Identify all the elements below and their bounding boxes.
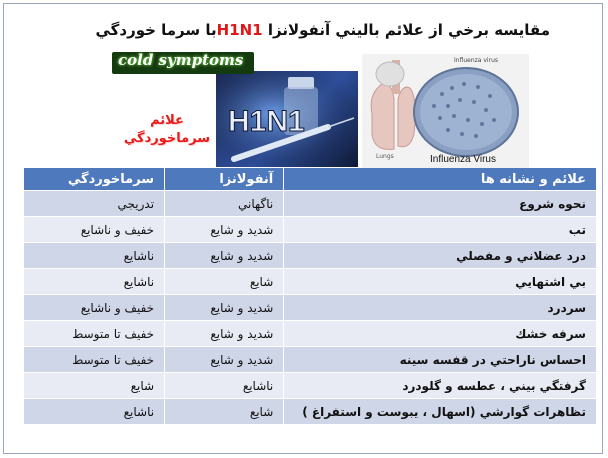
- table-row: [24, 190, 597, 216]
- symptom-cell: احساس ناراحتي در قفسه سينه: [284, 346, 597, 372]
- influenza-cell: شايع: [165, 268, 284, 294]
- table-row: [24, 372, 597, 398]
- header-influenza: آنفولانزا: [165, 168, 284, 190]
- cold-cell: ناشايع: [24, 242, 165, 268]
- symptom-cell: سرفه خشك: [284, 320, 597, 346]
- symptom-cell: درد عضلاني و مفصلي: [284, 242, 597, 268]
- influenza-virus-image: [362, 54, 529, 168]
- header-symptoms: علائم و نشانه ها: [284, 168, 597, 190]
- cold-symptoms-label: cold symptoms: [118, 51, 244, 69]
- cold-cell: ناشايع: [24, 398, 165, 424]
- cold-cell: خفيف و ناشايع: [24, 216, 165, 242]
- cold-cell: تدريجي: [24, 190, 165, 216]
- flu-caption: Influenza Virus: [430, 154, 496, 165]
- table-row: [24, 216, 597, 242]
- table-row: [24, 398, 597, 424]
- symptom-cell: نحوه شروع: [284, 190, 597, 216]
- symptoms-comparison-table: [24, 168, 597, 424]
- title-part-2: با سرما خوردگي: [95, 21, 217, 39]
- lungs-label: Lungs: [376, 153, 394, 160]
- symptom-cell: سردرد: [284, 294, 597, 320]
- h1n1-image-label: H1N1: [228, 105, 305, 138]
- flu-small-label: Influenza virus: [454, 57, 498, 64]
- cold-symptoms-persian-label: [118, 112, 216, 148]
- table-row: [24, 320, 597, 346]
- cold-cell: ناشايع: [24, 268, 165, 294]
- table-row: [24, 242, 597, 268]
- alaem-line-1: علائم: [150, 113, 184, 128]
- table-row: [24, 268, 597, 294]
- title-highlight: H1N1: [216, 21, 263, 39]
- title-part-1: مقايسه برخي از علائم باليني آنفولانزا: [262, 21, 550, 39]
- influenza-cell: شايع: [165, 398, 284, 424]
- table-row: [24, 346, 597, 372]
- table-row: [24, 294, 597, 320]
- cold-cell: خفيف تا متوسط: [24, 346, 165, 372]
- influenza-cell: شديد و شايع: [165, 294, 284, 320]
- influenza-cell: شديد و شايع: [165, 216, 284, 242]
- table-header-row: [24, 168, 597, 190]
- symptom-cell: گرفتگي بيني ، عطسه و گلودرد: [284, 372, 597, 398]
- influenza-cell: ناشايع: [165, 372, 284, 398]
- cold-cell: خفيف و ناشايع: [24, 294, 165, 320]
- alaem-line-2: سرماخوردگي: [123, 131, 211, 146]
- h1n1-vial-image: [216, 71, 358, 167]
- influenza-cell: شديد و شايع: [165, 242, 284, 268]
- influenza-cell: ناگهاني: [165, 190, 284, 216]
- symptom-cell: بي اشتهايي: [284, 268, 597, 294]
- influenza-cell: شديد و شايع: [165, 346, 284, 372]
- influenza-cell: شديد و شايع: [165, 320, 284, 346]
- header-cold: سرماخوردگي: [24, 168, 165, 190]
- symptom-cell: تب: [284, 216, 597, 242]
- cold-cell: خفيف تا متوسط: [24, 320, 165, 346]
- page-title: [90, 21, 550, 39]
- cold-cell: شايع: [24, 372, 165, 398]
- symptom-cell: تظاهرات گوارشي (اسهال ، يبوست و استفراغ ): [284, 398, 597, 424]
